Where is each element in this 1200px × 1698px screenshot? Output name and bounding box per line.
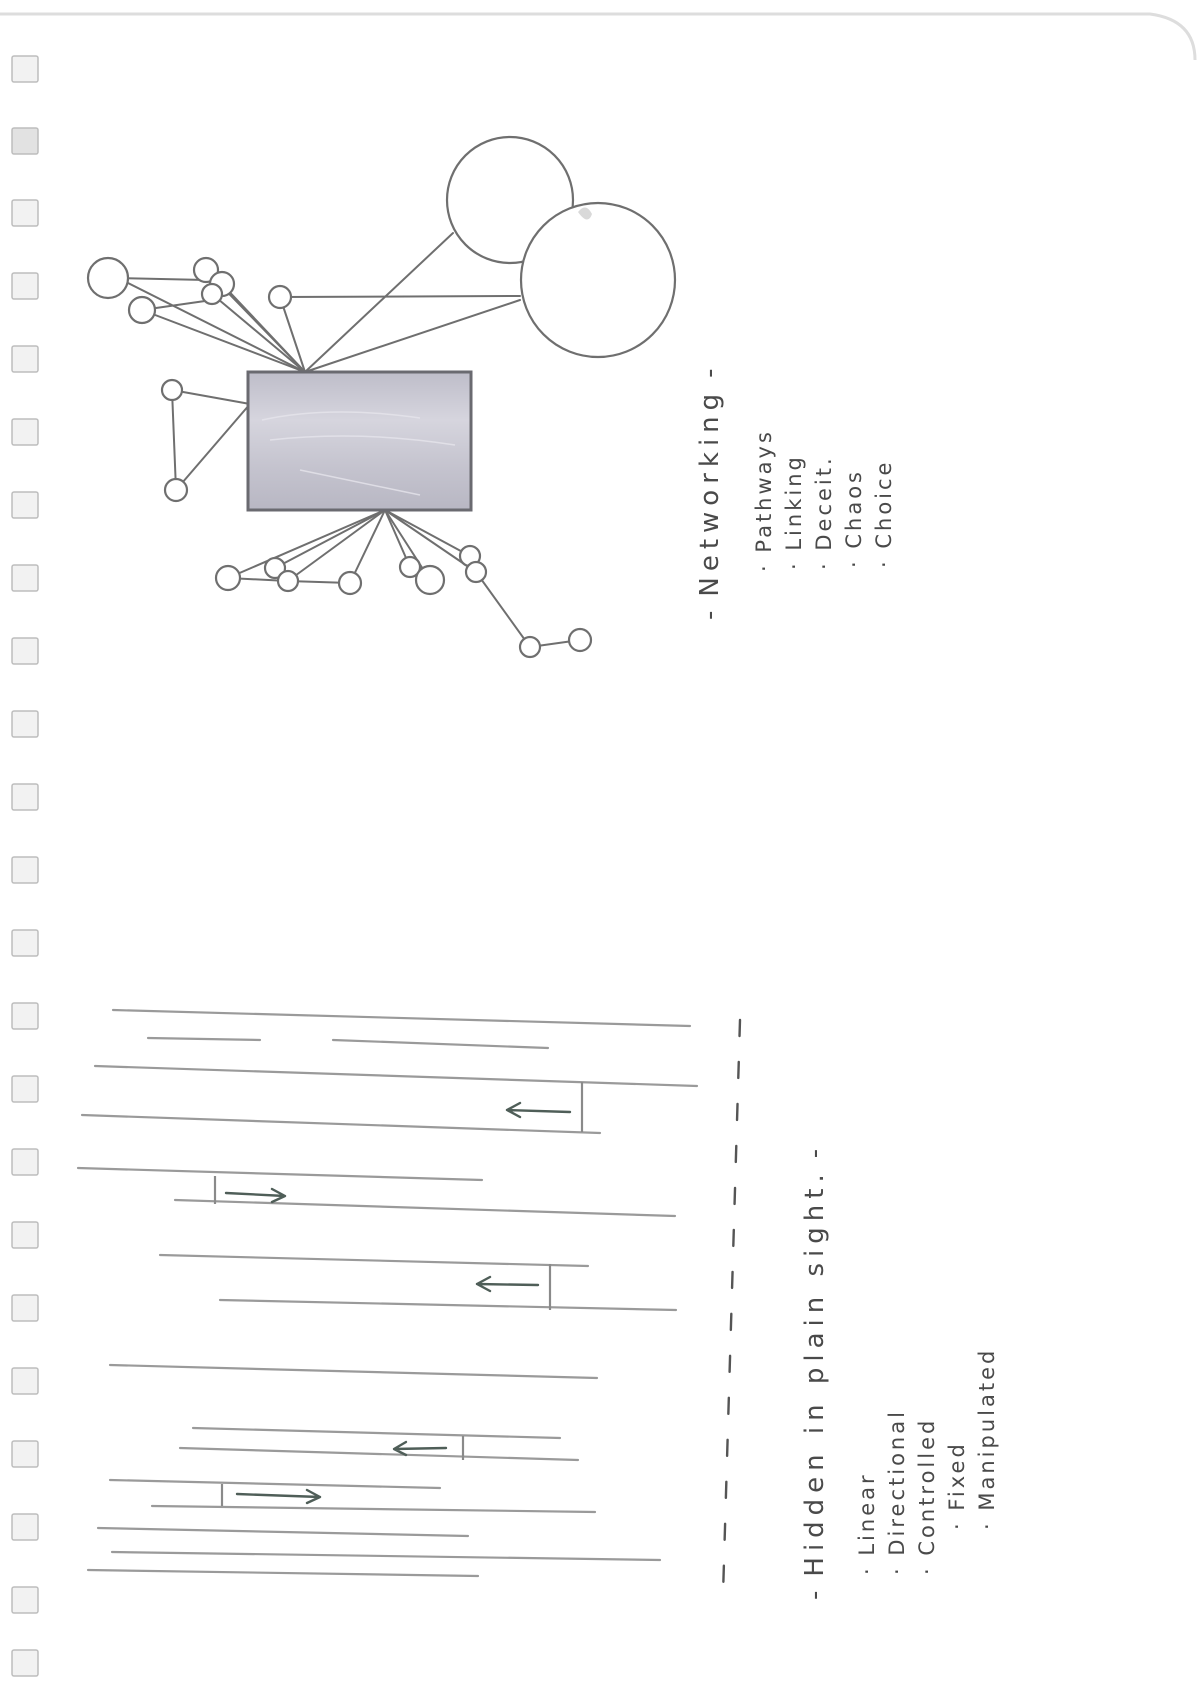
binding-hole <box>12 1587 38 1613</box>
connection-line <box>142 310 305 372</box>
arrow-right <box>226 1189 285 1202</box>
hidden-item: · Manipulated <box>975 1347 999 1530</box>
pencil-line <box>82 1115 600 1133</box>
binding-hole <box>12 1650 38 1676</box>
networking-item: · Choice <box>872 459 896 568</box>
binding-hole <box>12 1149 38 1175</box>
title-dash: - <box>800 1584 830 1600</box>
pencil-line <box>88 1570 478 1576</box>
binding-hole <box>12 1514 38 1540</box>
pencil-line <box>98 1528 468 1536</box>
connection-line <box>176 404 250 490</box>
binding-hole <box>12 346 38 372</box>
networking-item: · Linking <box>782 454 806 570</box>
networking-item: · Pathways <box>752 429 776 572</box>
connection-line <box>305 233 453 372</box>
connector-ticks <box>215 1082 582 1506</box>
connection-line <box>385 510 470 556</box>
binding-hole <box>12 273 38 299</box>
title-dash: - <box>800 1142 830 1159</box>
parallel-lines <box>78 1010 697 1576</box>
hidden-item: · Directional <box>885 1409 909 1575</box>
shaded-screen-box <box>248 372 471 510</box>
pencil-line <box>78 1168 482 1180</box>
node-circle <box>129 297 155 323</box>
pencil-line <box>95 1066 697 1086</box>
binding-hole <box>12 565 38 591</box>
pencil-line <box>220 1300 676 1310</box>
pencil-line <box>112 1552 660 1560</box>
large-circle <box>521 203 675 357</box>
node-circle <box>202 284 222 304</box>
connection-line <box>350 510 385 583</box>
binding-hole <box>12 711 38 737</box>
node-circle <box>466 562 486 582</box>
pencil-line <box>333 1040 548 1048</box>
networking-item: · Deceit. <box>812 455 836 570</box>
node-circle <box>269 286 291 308</box>
hidden-in-plain-sight-title <box>800 1135 830 1600</box>
networking-title-text: Networking <box>695 387 725 597</box>
arrow-left <box>507 1103 570 1117</box>
connection-line <box>118 278 206 280</box>
arrow-left <box>394 1442 446 1455</box>
connection-line <box>476 572 530 647</box>
binding-hole <box>12 56 38 82</box>
networking-item: · Chaos <box>842 469 866 568</box>
pencil-line <box>175 1200 675 1216</box>
pencil-line <box>148 1038 260 1040</box>
networking-item-text: Pathways <box>752 429 776 553</box>
arrow-left <box>477 1277 538 1291</box>
arrow-right <box>237 1490 320 1503</box>
connection-line <box>172 390 250 404</box>
hidden-item-text: Directional <box>885 1409 909 1556</box>
node-circle <box>520 637 540 657</box>
node-circle <box>88 258 128 298</box>
binding-hole <box>12 857 38 883</box>
title-dash: - <box>695 362 725 378</box>
binding-hole <box>12 638 38 664</box>
node-circle <box>569 629 591 651</box>
networking-title <box>695 354 725 620</box>
title-dash: - <box>695 604 725 620</box>
binding-hole <box>12 492 38 518</box>
node-circle <box>278 571 298 591</box>
node-circle <box>216 566 240 590</box>
networking-item-text: Deceit. <box>812 455 836 551</box>
node-circle <box>165 479 187 501</box>
hidden-item: · Controlled <box>915 1417 939 1575</box>
node-circle <box>162 380 182 400</box>
pencil-line <box>160 1255 588 1266</box>
networking-item-text: Choice <box>872 459 896 549</box>
binding-hole <box>12 419 38 445</box>
binding-hole <box>12 930 38 956</box>
binding-hole <box>12 200 38 226</box>
pencil-line <box>113 1010 690 1026</box>
binding-hole <box>12 1295 38 1321</box>
hidden-item: · Fixed <box>945 1441 969 1530</box>
pencil-line <box>180 1448 578 1460</box>
hidden-title-text: Hidden in plain sight. <box>800 1168 830 1577</box>
pencil-line <box>152 1506 595 1512</box>
connection-line <box>275 510 385 568</box>
pencil-line <box>110 1480 440 1488</box>
connection-line <box>305 300 520 372</box>
pencil-line <box>193 1428 560 1438</box>
binding-hole <box>12 128 38 154</box>
pencil-line <box>110 1365 597 1378</box>
hidden-item-text: Controlled <box>915 1417 939 1556</box>
page-edge <box>0 14 1195 60</box>
binding-hole <box>12 1076 38 1102</box>
node-circle <box>339 572 361 594</box>
networking-item-text: Linking <box>782 454 806 551</box>
networking-item-text: Chaos <box>842 469 866 549</box>
connection-line <box>280 296 520 297</box>
node-circle <box>416 566 444 594</box>
hidden-item-text: Linear <box>855 1472 879 1556</box>
hidden-item-text: Manipulated <box>975 1347 999 1511</box>
binding-hole <box>12 784 38 810</box>
binding-hole <box>12 1368 38 1394</box>
hidden-item: · Linear <box>855 1472 879 1575</box>
dashed-divider <box>723 1020 740 1595</box>
binding-hole <box>12 1222 38 1248</box>
binding-hole <box>12 1441 38 1467</box>
binding-holes <box>12 56 38 1676</box>
connection-line <box>172 390 176 490</box>
hidden-item-text: Fixed <box>945 1441 969 1511</box>
binding-hole <box>12 1003 38 1029</box>
